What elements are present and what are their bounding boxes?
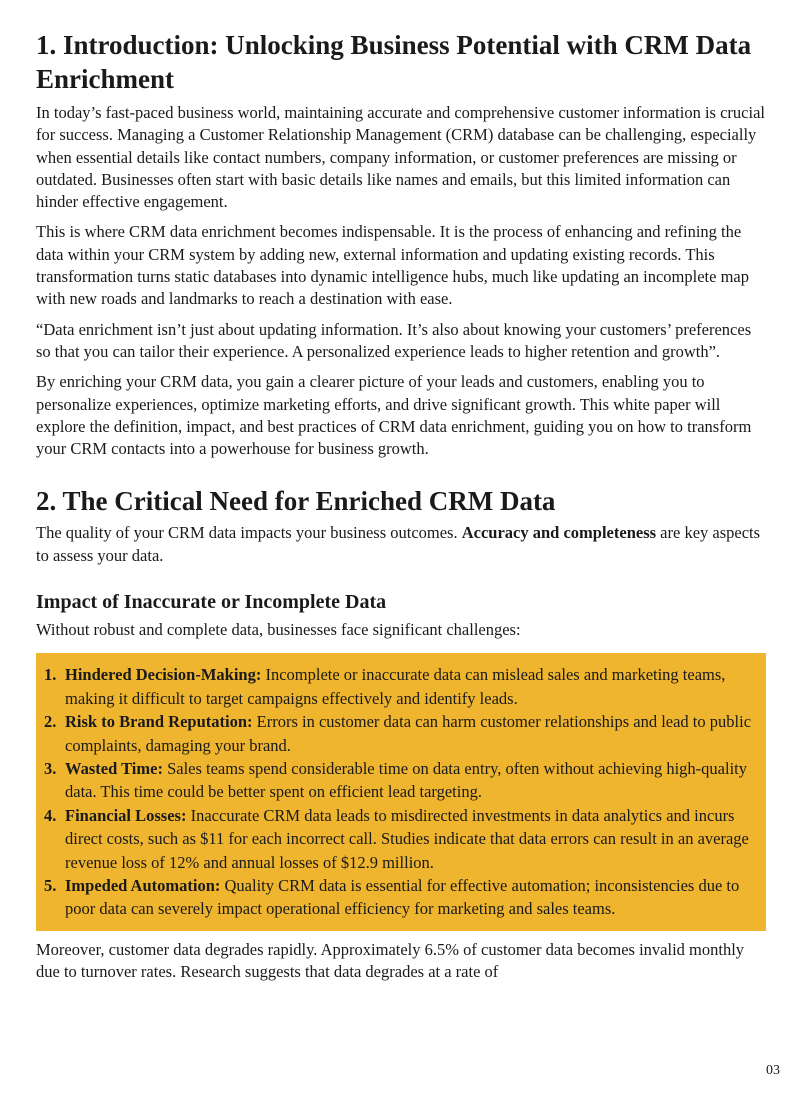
intro-paragraph-4: By enriching your CRM data, you gain a clearer picture of your leads and customers, enabling you to personalize experiences, optimize marketing efforts, and drive significant growth. This white paper will explore the definition, impact, and best practices of CRM data enrichment, guiding you on how to transform your CRM contacts into a powerhouse for business growth. [36, 372, 752, 459]
closing-paragraph: Moreover, customer data degrades rapidly. Approximately 6.5% of customer data becomes invalid monthly due to turnover rates. Research suggests that data degrades at a rate of [36, 939, 745, 982]
list-item-number: 5. [44, 876, 57, 895]
list-item-lead: Risk to Brand Reputation: [65, 712, 253, 732]
list-item [44, 663, 756, 710]
list-item [44, 804, 756, 874]
list-item-text: Inaccurate CRM data leads to misdirected investments in data analytics and incurs direct costs, such as $11 for each incorrect call. Studies indicate that data errors can result in an average revenue loss of 12% and annual losses of $12.9 million. [65, 805, 749, 872]
list-item-number: 2. [44, 712, 57, 732]
document-page [36, 28, 766, 991]
challenges-list [44, 663, 756, 920]
challenges-highlight-box [36, 653, 766, 930]
intro-quote-paragraph: “Data enrichment isn’t just about updating information. It’s also about knowing your customers’ preferences so that you can tailor their experience. A personalized experience leads to higher retention and growth”. [36, 319, 752, 361]
list-item-lead: Hindered Decision-Making: [65, 665, 262, 685]
list-item-text: Incomplete or inaccurate data can mislead sales and marketing teams, making it difficult to target campaigns effectively and identify leads. [65, 665, 726, 708]
list-item-lead: Financial Losses: [65, 805, 187, 825]
list-item [44, 757, 756, 804]
list-item-lead: Impeded Automation: [65, 876, 221, 895]
section-1-title: 1. Introduction: Unlocking Business Potential with CRM Data Enrichment [36, 30, 752, 94]
list-item-text: Sales teams spend considerable time on data entry, often without achieving high-quality data. This time could be better spent on efficient lead targeting. [65, 758, 748, 802]
impact-intro: Without robust and complete data, businesses face significant challenges: [36, 620, 521, 640]
intro-paragraph-1: In today’s fast-paced business world, maintaining accurate and comprehensive customer information is crucial for success. Managing a Customer Relationship Management (CRM) database can be challenging, especially when essential details like contact numbers, company information, or customer preferences are missing or outdated. Businesses often start with basic details like names and emails, but this limited information can hinder effective engagement. [36, 103, 765, 212]
list-item-number: 3. [44, 758, 57, 778]
section-2-intro [36, 522, 766, 567]
page-number: 03 [766, 1063, 780, 1078]
section-2-intro-suffix: are key aspects to assess your data. [36, 523, 761, 565]
list-item-text: Quality CRM data is essential for effective automation; inconsistencies due to poor data can severely impact operational efficiency for marketing and sales teams. [65, 876, 740, 919]
list-item-text: Errors in customer data can harm customer relationships and lead to public complaints, damaging your brand. [65, 712, 752, 755]
list-item [44, 874, 756, 921]
list-item-number: 4. [44, 805, 57, 825]
list-item-number: 1. [44, 665, 57, 685]
intro-paragraph-2: This is where CRM data enrichment becomes indispensable. It is the process of enhancing and refining the data within your CRM system by adding new, external information and updating existing records. This transformation turns static databases into dynamic intelligence hubs, much like updating an incomplete map with new roads and landmarks to reach a destination with ease. [36, 222, 749, 309]
section-2-intro-prefix: The quality of your CRM data impacts your business outcomes. [36, 523, 462, 543]
section-2-intro-bold: Accuracy and completeness [461, 523, 657, 543]
section-2-title: 2. The Critical Need for Enriched CRM Data [36, 486, 556, 517]
list-item-lead: Wasted Time: [65, 758, 163, 778]
list-item [44, 710, 756, 757]
impact-subheading: Impact of Inaccurate or Incomplete Data [36, 591, 387, 614]
